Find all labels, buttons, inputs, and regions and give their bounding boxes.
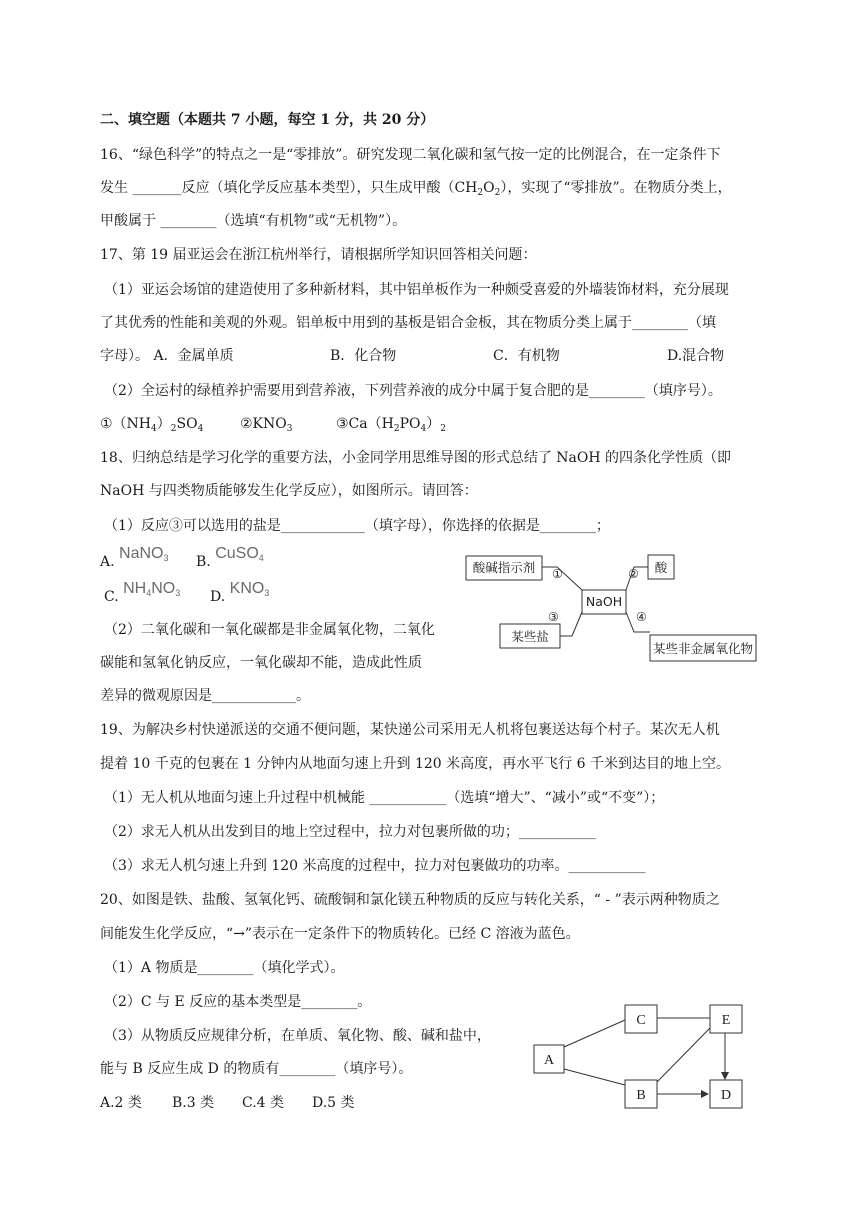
q20-line-6: 能与 B 反应生成 D 的物质有________（填序号）。: [100, 1061, 413, 1077]
q17-option-c: C．有机物: [493, 348, 560, 364]
node-c-label: C: [636, 1013, 646, 1028]
connector-3: [560, 612, 582, 636]
label-naoh: NaOH: [585, 594, 623, 609]
q17-option-b: B．化合物: [330, 348, 397, 364]
label-acid: 酸: [654, 560, 668, 575]
q18-line-4: （2）二氧化碳和一氧化碳都是非金属氧化物，二氧化: [104, 622, 435, 638]
q17-line-1: 17、第 19 届亚运会在浙江杭州举行，请根据所学知识回答相关问题：: [100, 247, 537, 263]
q16-line-1: 16、“绿色科学”的特点之一是“零排放”。研究发现二氧化碳和氢气按一定的比例混合，在一定条件下: [100, 147, 721, 163]
node-e-label: E: [721, 1013, 731, 1028]
q20-option-c: C.4 类: [242, 1095, 285, 1111]
q20-line-4: （2）C 与 E 反应的基本类型是________。: [104, 994, 372, 1010]
node-a-label: A: [543, 1053, 555, 1068]
q17-option-a: A．金属单质: [153, 348, 234, 364]
label-indicator: 酸碱指示剂: [472, 560, 536, 575]
q19-line-3: （1）无人机从地面匀速上升过程中机械能 ___________（选填“增大”、“减小”或“不变”）；: [104, 790, 665, 806]
q18-line-2: NaOH 与四类物质能够发生化学反应），如图所示。请回答：: [100, 483, 478, 499]
node-b-label: B: [636, 1088, 646, 1103]
line-a-c: [564, 1020, 625, 1047]
num-4: ④: [636, 610, 647, 624]
q20-option-d: D.5 类: [312, 1095, 355, 1111]
q20-option-a: A.2 类: [100, 1095, 142, 1111]
num-3: ③: [548, 610, 559, 624]
q20-option-b: B.3 类: [172, 1095, 215, 1111]
q17-item-2: $②KNO_3$: [240, 416, 293, 434]
q18-option-a: A. NaNO$_3$: [100, 545, 169, 570]
q20-line-5: （3）从物质反应规律分析，在单质、氧化物、酸、碱和盐中，: [104, 1028, 491, 1044]
q18-line-3: （1）反应③可以选用的盐是____________（填字母），你选择的依据是________；: [104, 518, 610, 534]
q20-line-3: （1）A 物质是________（填化学式）。: [104, 960, 345, 976]
q17-option-d: D.混合物: [667, 348, 725, 364]
section-title: 二、填空题（本题共 7 小题，每空 1 分，共 20 分）: [100, 112, 435, 128]
label-oxide: 某些非金属氧化物: [652, 641, 754, 656]
q19-line-1: 19、为解决乡村快递派送的交通不便问题，某快递公司采用无人机将包裹送达每个村子。某次无人机: [100, 722, 720, 738]
q17-line-4: 字母）。 A．金属单质: [100, 348, 234, 364]
q17-line-2: （1）亚运会场馆的建造使用了多种新材料，其中铝单板作为一种颇受喜爱的外墙装饰材料，充分展现: [104, 282, 729, 298]
label-salt: 某些盐: [511, 629, 549, 644]
q18-line-1: 18、归纳总结是学习化学的重要方法，小金同学用思维导图的形式总结了 NaOH 的四条化学性质（即: [100, 450, 731, 466]
q18-line-6: 差异的微观原因是____________。: [100, 688, 310, 704]
q17-line-5: （2）全运村的绿植养护需要用到营养液，下列营养液的成分中属于复合肥的是________（填序号）。: [104, 383, 722, 399]
q16-line-2: 发生 _______反应（填化学反应基本类型），只生成甲酸$(CH_2O_2)$，实现了“零排放”。在物质分类上，: [100, 180, 732, 198]
q17-item-1: $①(NH_4)_2SO_4$: [100, 416, 204, 434]
q16-line-3: 甲酸属于 ________（选填“有机物”或“无机物”）。: [100, 213, 407, 229]
q18-option-c: C. $NH_4NO_3$: [104, 580, 181, 605]
num-2: ②: [628, 567, 639, 581]
line-a-b: [564, 1069, 625, 1085]
naoh-mind-map: [460, 548, 770, 668]
num-1: ①: [552, 567, 563, 581]
line-b-e: [657, 1028, 710, 1082]
q20-line-1: 20、如图是铁、盐酸、氢氧化钙、硫酸铜和氯化镁五种物质的反应与转化关系，“ - ”表示两种物质之: [100, 892, 720, 908]
q17-line-3: 了其优秀的性能和美观的外观。铝单板中用到的基板是铝合金板，其在物质分类上属于________（填: [100, 315, 716, 331]
q17-line-6: [100, 414, 203, 439]
reaction-diagram: [530, 1000, 780, 1115]
q19-line-2: 提着 10 千克的包裹在 1 分钟内从地面匀速上升到 120 米高度，再水平飞行 6 千米到达目的地上空。: [100, 756, 730, 772]
q18-option-d: D. $KNO_3$: [210, 580, 270, 605]
q18-line-5: 碳能和氢氧化钠反应，一氧化碳却不能，造成此性质: [100, 655, 422, 671]
q20-line-2: 间能发生化学反应，“→”表示在一定条件下的物质转化。已经 C 溶液为蓝色。: [100, 926, 580, 942]
node-d-label: D: [720, 1088, 732, 1103]
q19-line-5: （3）求无人机匀速上升到 120 米高度的过程中，拉力对包裹做功的功率。___________: [104, 858, 646, 874]
q17-item-3: $③Ca(H_2PO_4)_2$: [336, 416, 446, 434]
q19-line-4: （2）求无人机从出发到目的地上空过程中，拉力对包裹所做的功；___________: [104, 824, 596, 840]
q18-option-b: B. CuSO$_4$: [196, 545, 264, 570]
